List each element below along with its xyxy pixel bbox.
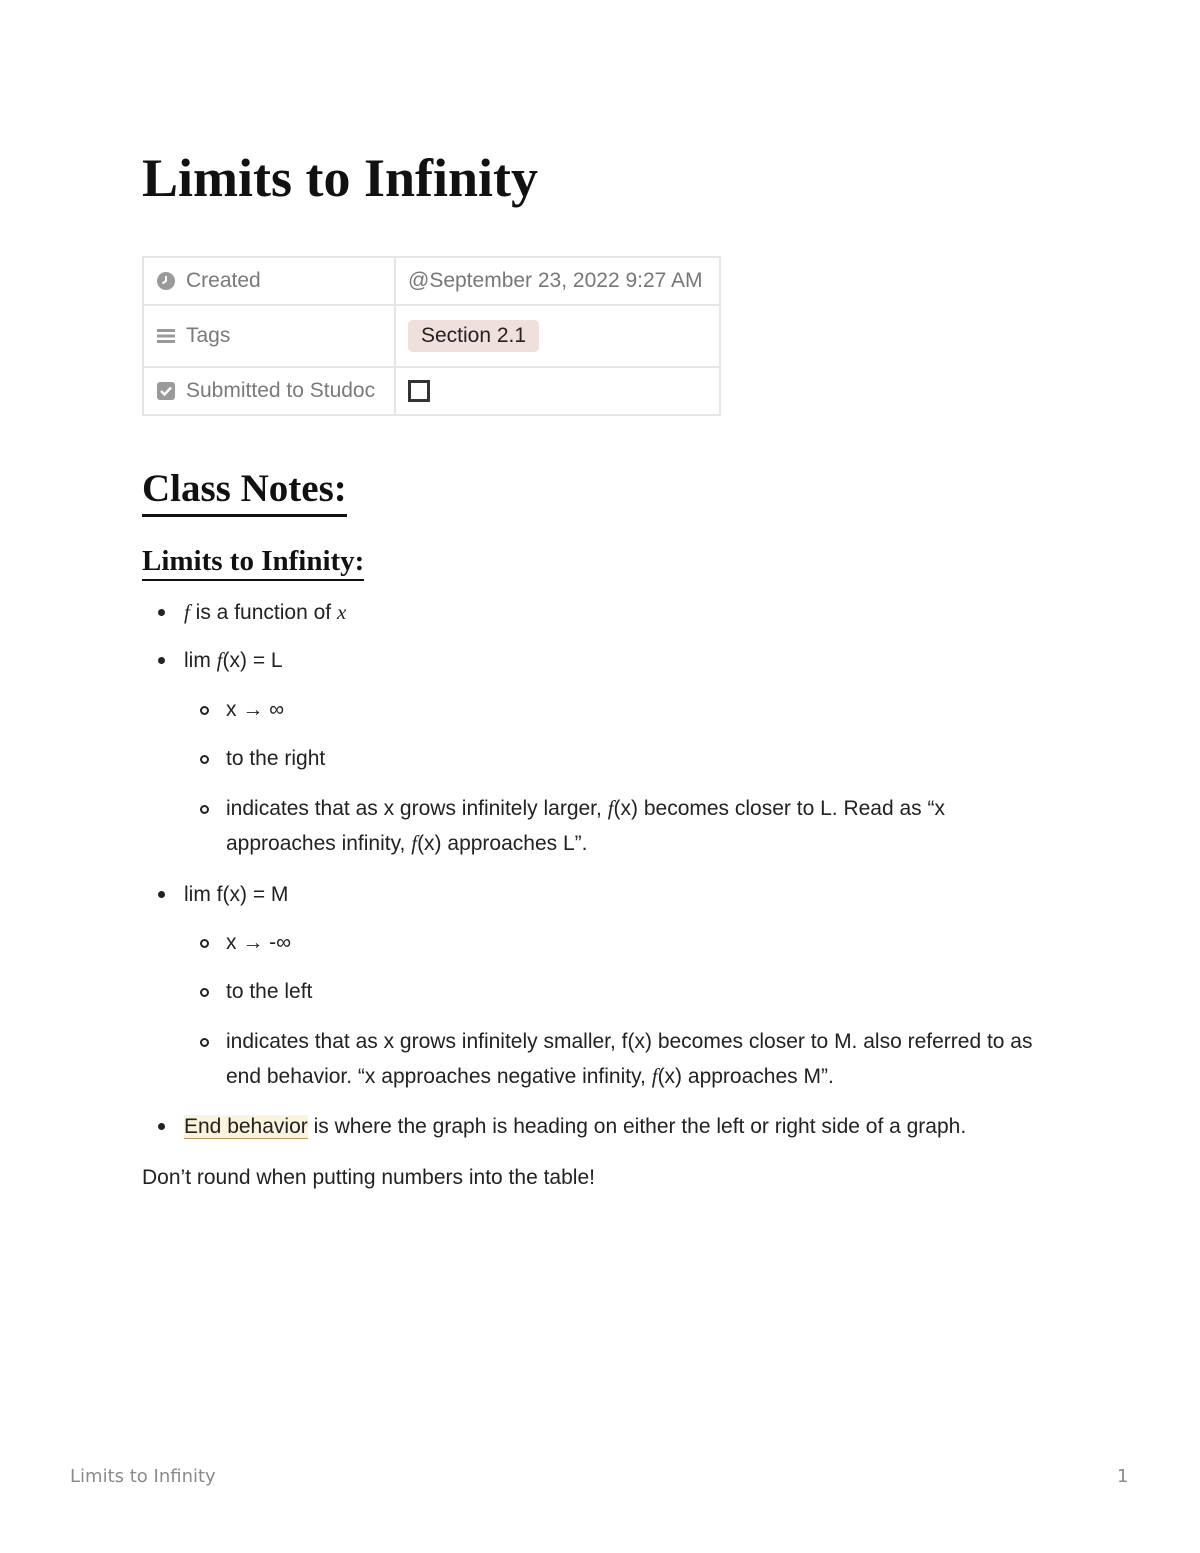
property-row-created	[143, 257, 720, 305]
list-item: lim f(x) = M	[184, 877, 288, 912]
list-item: to the right	[226, 741, 325, 776]
properties-table	[142, 256, 721, 416]
list-item: to the left	[226, 974, 312, 1009]
heading-class-notes: Class Notes:	[142, 466, 347, 517]
list-item: x → -∞	[226, 925, 291, 960]
clock-icon	[156, 271, 176, 291]
created-value: @September 23, 2022 9:27 AM	[408, 269, 703, 292]
created-label: Created	[186, 269, 261, 292]
list-item: lim f(x) = L	[184, 643, 283, 678]
page-number: 1	[1117, 1466, 1129, 1487]
list-item: indicates that as x grows infinitely smaller, f(x) becomes closer to M. also referred to as end behavior. “x approaches negative infinity, f(x) approaches M”.	[226, 1024, 1032, 1094]
list-item: f is a function of x	[184, 595, 346, 630]
heading-limits-to-infinity: Limits to Infinity:	[142, 544, 364, 581]
list-item: indicates that as x grows infinitely larger, f(x) becomes closer to L. Read as “x approaches infinity, f(x) approaches L”.	[226, 791, 945, 861]
page-title: Limits to Infinity	[142, 148, 539, 208]
list-icon	[156, 326, 176, 346]
property-row-submitted	[143, 367, 720, 415]
submitted-checkbox[interactable]	[408, 380, 430, 402]
tags-label: Tags	[186, 324, 231, 347]
note-paragraph: Don’t round when putting numbers into the table!	[142, 1166, 595, 1189]
list-item: x → ∞	[226, 692, 284, 727]
highlighted-term: End behavior	[184, 1115, 308, 1138]
checkbox-property-icon	[156, 381, 176, 401]
submitted-label: Submitted to Studoc	[186, 379, 376, 402]
footer-title: Limits to Infinity	[70, 1466, 216, 1487]
property-row-tags	[143, 305, 720, 367]
tag-chip[interactable]: Section 2.1	[408, 320, 539, 352]
list-item: End behavior is where the graph is heading on either the left or right side of a graph.	[184, 1109, 966, 1144]
